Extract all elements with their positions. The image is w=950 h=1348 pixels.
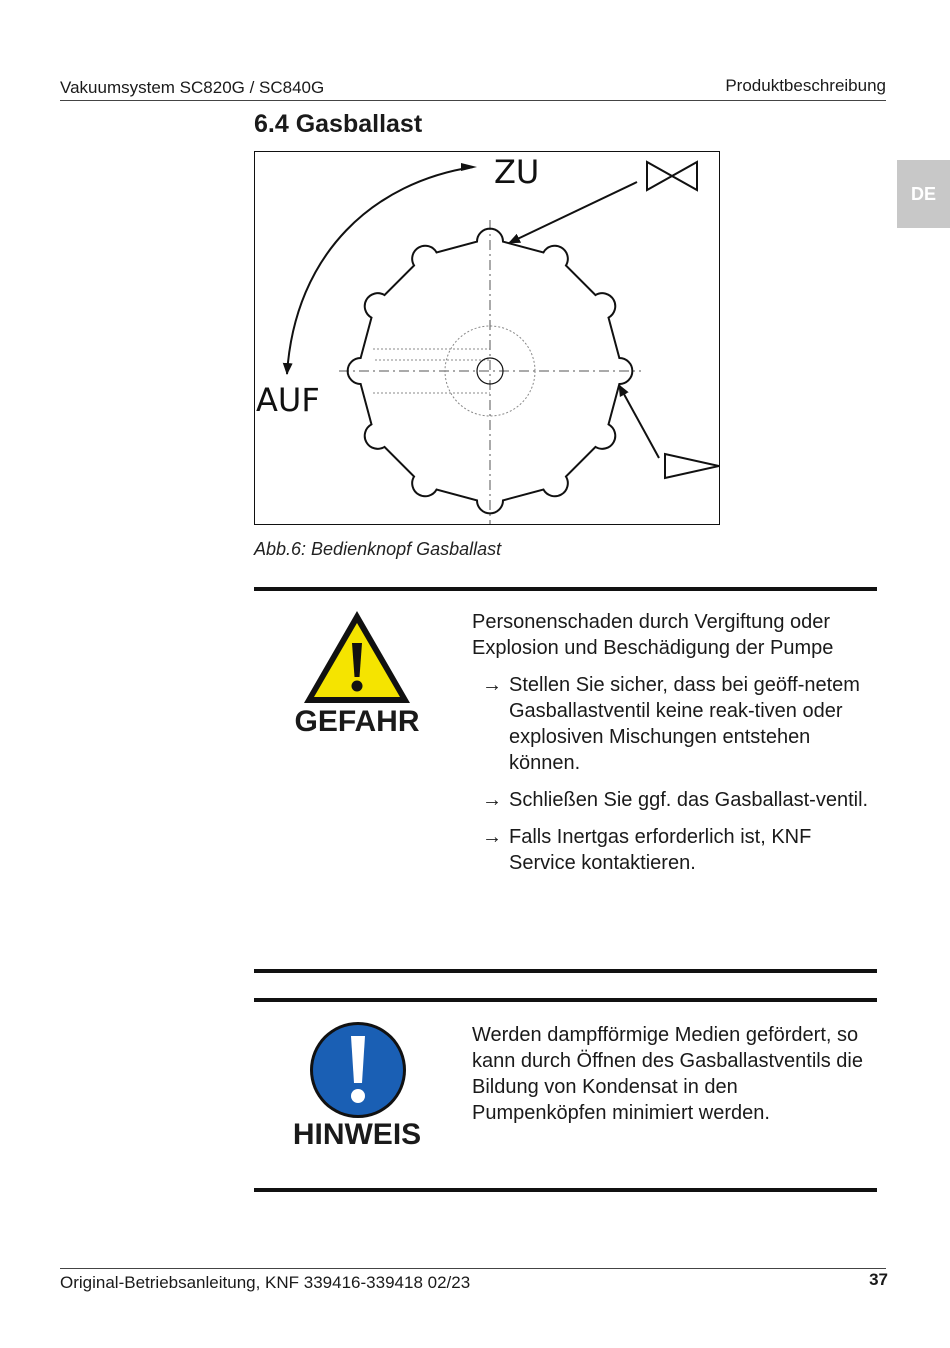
knob-outline — [348, 229, 633, 514]
valve-closed-symbol — [647, 162, 697, 190]
warning-triangle-icon — [300, 607, 414, 707]
rotation-arrow-head-closed — [461, 163, 477, 171]
notice-sign — [308, 1020, 408, 1120]
arrow-right-icon: → — [482, 674, 502, 696]
notice-block-bottom-rule — [254, 1188, 877, 1192]
header-document-title: Vakuumsystem SC820G / SC840G — [60, 78, 325, 97]
danger-item-text: Stellen Sie sicher, dass bei geöff-netem Gasballastventil keine reak-tiven oder explosiven Mischungen entstehen können. — [509, 674, 860, 774]
danger-block-bottom-rule — [254, 969, 877, 973]
figure-caption: Abb.6: Bedienknopf Gasballast — [254, 539, 502, 559]
danger-block-top-rule — [254, 587, 877, 591]
danger-list — [472, 672, 872, 876]
gas-ballast-knob-figure — [254, 151, 720, 525]
valve-open-symbol — [665, 454, 719, 478]
danger-item — [482, 787, 872, 813]
header-divider — [60, 100, 886, 101]
notice-block-top-rule — [254, 998, 877, 1002]
arrow-right-icon: → — [482, 789, 502, 811]
notice-label: HINWEIS — [292, 1118, 422, 1151]
footer-document-id: Original-Betriebsanleitung, KNF 339416-339418 02/23 — [60, 1273, 471, 1292]
danger-item — [482, 824, 872, 876]
footer-divider — [60, 1268, 886, 1269]
language-tab: DE — [897, 160, 950, 228]
danger-item-text: Schließen Sie ggf. das Gasballast-ventil. — [509, 789, 869, 811]
danger-sign — [300, 607, 414, 707]
arrow-right-icon: → — [482, 826, 502, 848]
closed-pointer-arrow — [509, 182, 637, 243]
danger-content — [472, 609, 872, 876]
label-open: AUF — [256, 381, 320, 419]
danger-label: GEFAHR — [294, 705, 420, 738]
rotation-arrow — [287, 167, 473, 374]
notice-text: Werden dampfförmige Medien gefördert, so kann durch Öffnen des Gasballastventils die Bildung von Kondensat in den Pumpenköpfen minimiert werden. — [472, 1024, 863, 1124]
knob-diagram — [255, 152, 719, 524]
header-chapter-title: Produktbeschreibung — [725, 76, 886, 95]
section-title: 6.4 Gasballast — [254, 110, 423, 138]
danger-intro: Personenschaden durch Vergiftung oder Explosion und Beschädigung der Pumpe — [472, 611, 834, 659]
danger-item — [482, 672, 872, 776]
page-number: 37 — [869, 1270, 888, 1289]
danger-item-text: Falls Inertgas erforderlich ist, KNF Service kontaktieren. — [509, 826, 812, 874]
info-exclamation-icon — [308, 1020, 408, 1120]
open-pointer-arrow — [619, 385, 659, 458]
label-closed: ZU — [494, 153, 540, 191]
